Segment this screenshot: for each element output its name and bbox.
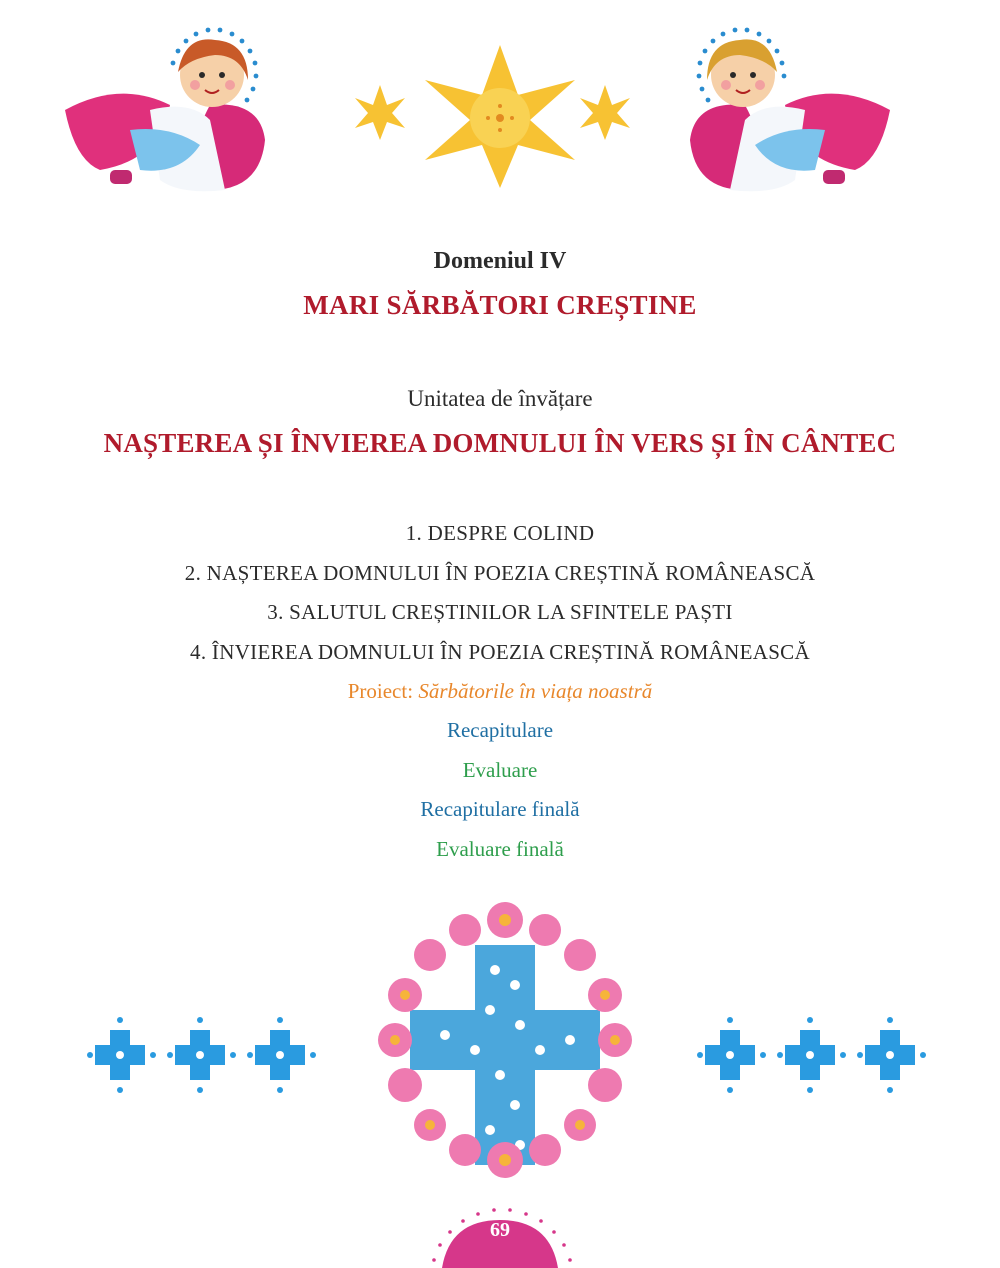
lesson-3[interactable]: 3. SALUTUL CREȘTINILOR LA SFINTELE PAȘTI [267,600,733,624]
lesson-1[interactable]: 1. DESPRE COLIND [405,521,595,545]
project-title: Sărbătorile în viața noastră [418,679,653,703]
recap-final-link[interactable]: Recapitulare finală [420,797,580,821]
eval-final-link[interactable]: Evaluare finală [436,837,564,861]
page-number: 69 [490,1219,510,1241]
eval-link[interactable]: Evaluare [462,758,538,782]
unit-label: Unitatea de învățare [407,386,593,411]
angel-right-illustration [680,10,895,200]
recap-link[interactable]: Recapitulare [446,718,554,742]
flower-cross-illustration [365,900,645,1180]
crosses-right-illustration [695,1015,950,1095]
lesson-4[interactable]: 4. ÎNVIEREA DOMNULUI ÎN POEZIA CREȘTINĂ ROMÂNEASCĂ [190,640,810,664]
stars-illustration [350,40,650,190]
unit-title: NAȘTEREA ȘI ÎNVIEREA DOMNULUI ÎN VERS ȘI ÎN CÂNTEC [103,428,897,458]
project-prefix: Proiect: [347,679,414,703]
domain-label: Domeniul IV [433,248,567,274]
project-link[interactable] [0,679,1000,704]
domain-title: MARI SĂRBĂTORI CREȘTINE [303,290,697,320]
lesson-2[interactable]: 2. NAȘTEREA DOMNULUI ÎN POEZIA CREȘTINĂ ROMÂNEASCĂ [184,561,816,585]
angel-left-illustration [60,10,275,200]
crosses-left-illustration [85,1015,340,1095]
